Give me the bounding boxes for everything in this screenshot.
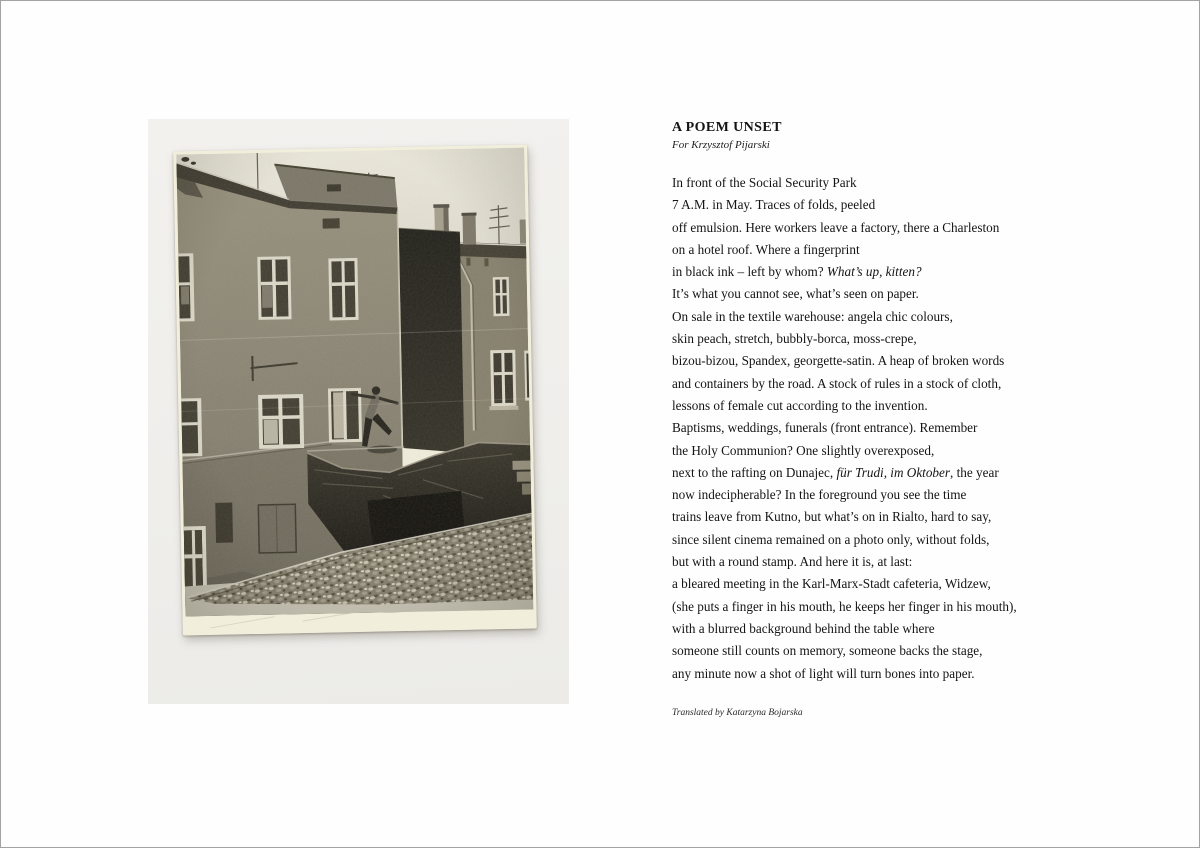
poem-line: lessons of female cut according to the invention.	[672, 397, 928, 413]
poem-translator: Translated by Katarzyna Bojarska	[672, 708, 803, 718]
poem-line: It’s what you cannot see, what’s seen on paper.	[672, 286, 919, 302]
poem-line: In front of the Social Security Park	[672, 175, 857, 190]
poem-line: off emulsion. Here workers leave a factory, there a Charleston	[672, 219, 1000, 235]
poem-body	[672, 172, 1017, 685]
poem-line: next to the rafting on Dunajec, für Trudi, im Oktober, the year	[672, 464, 999, 480]
poem-line: in black ink – left by whom? What’s up, kitten?	[672, 264, 922, 280]
poem-line: a bleared meeting in the Karl-Marx-Stadt cafeteria, Widzew,	[672, 576, 991, 592]
poem-line: on a hotel roof. Where a fingerprint	[672, 241, 860, 257]
photo-image	[176, 147, 537, 616]
poem-line: but with a round stamp. And here it is, at last:	[672, 554, 913, 570]
poem-line: now indecipherable? In the foreground you see the time	[672, 487, 967, 503]
poem-line: Baptisms, weddings, funerals (front entrance). Remember	[672, 420, 978, 436]
poem-title: A POEM UNSET	[672, 120, 782, 135]
poem-line: trains leave from Kutno, but what’s on in Rialto, hard to say,	[672, 509, 992, 525]
vignette	[176, 148, 533, 617]
poem-line: since silent cinema remained on a photo only, without folds,	[672, 531, 990, 547]
poem-line: with a blurred background behind the table where	[672, 620, 935, 636]
poem-line: 7 A.M. in May. Traces of folds, peeled	[672, 197, 876, 213]
poem-line: (she puts a finger in his mouth, he keeps her finger in his mouth),	[672, 598, 1017, 614]
poem-line: the Holy Communion? One slightly overexposed,	[672, 442, 935, 458]
poem-line: On sale in the textile warehouse: angela chic colours,	[672, 308, 953, 324]
poem-line: skin peach, stretch, bubbly-borca, moss-crepe,	[672, 331, 917, 347]
photograph-art	[173, 144, 537, 635]
poem-line: any minute now a shot of light will turn bones into paper.	[672, 665, 975, 681]
poem-line: someone still counts on memory, someone backs the stage,	[672, 643, 983, 659]
poem-line: and containers by the road. A stock of rules in a stock of cloth,	[672, 375, 1002, 391]
poem-line: bizou-bizou, Spandex, georgette-satin. A heap of broken words	[672, 353, 1005, 369]
vintage-photograph	[173, 144, 537, 635]
poem-dedication: For Krzysztof Pijarski	[672, 139, 770, 151]
photo-backdrop	[148, 119, 569, 704]
